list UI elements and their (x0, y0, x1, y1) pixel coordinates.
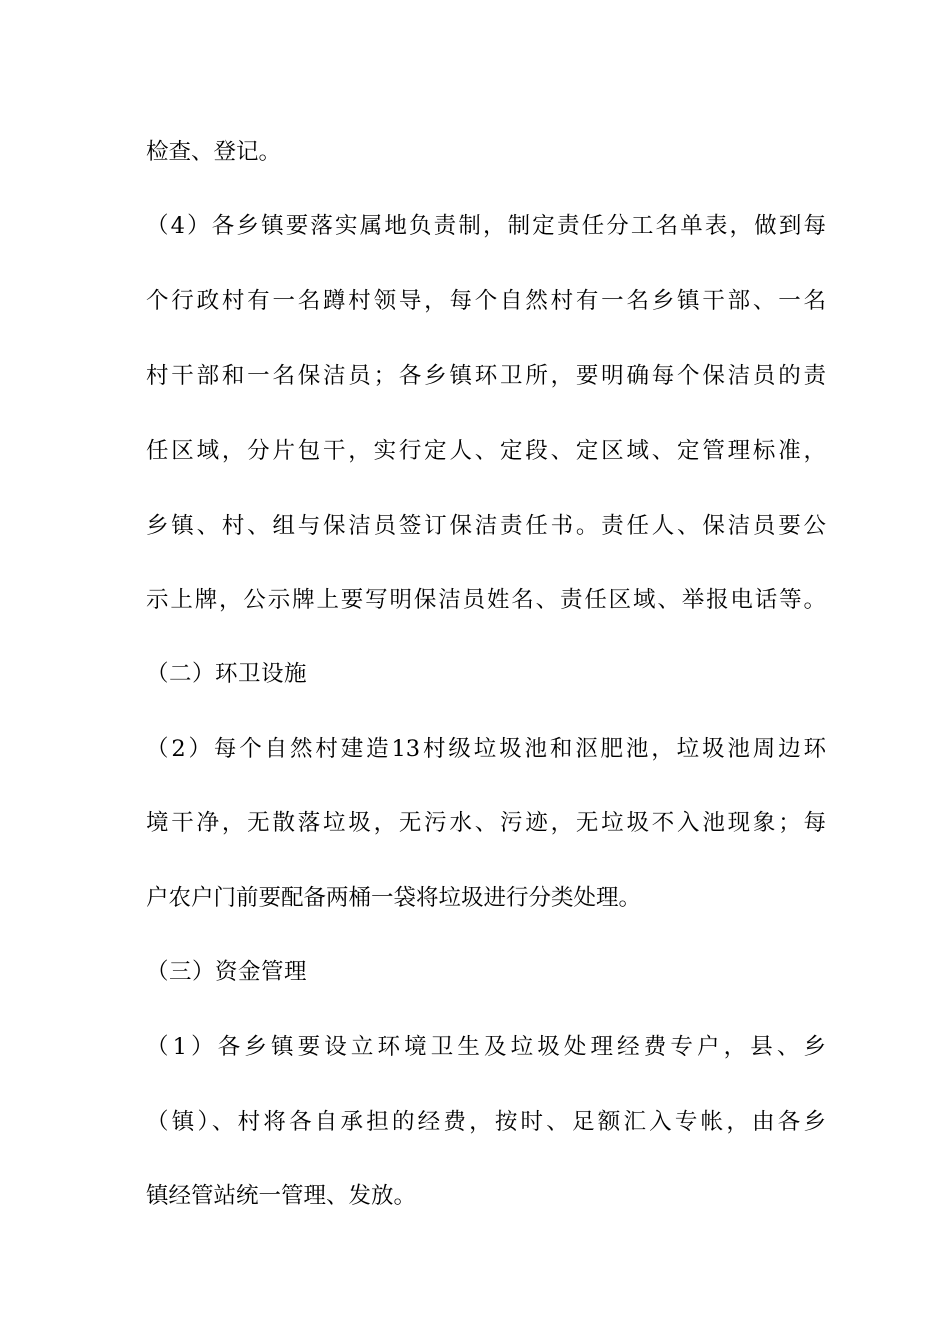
text-line: （4）各乡镇要落实属地负责制，制定责任分工名单表，做到每 (146, 213, 826, 239)
section-heading: （三）资金管理 (146, 959, 308, 985)
text-line: 村干部和一名保洁员；各乡镇环卫所，要明确每个保洁员的责 (146, 363, 826, 389)
text-line: 检查、登记。 (146, 139, 282, 165)
text-line: 乡镇、村、组与保洁员签订保洁责任书。责任人、保洁员要公 (146, 513, 826, 539)
text-line: 示上牌，公示牌上要写明保洁员姓名、责任区域、举报电话等。 (146, 587, 826, 613)
text-line: 镇经管站统一管理、发放。 (146, 1183, 417, 1209)
section-heading: （二）环卫设施 (146, 661, 308, 687)
text-line: 个行政村有一名蹲村领导，每个自然村有一名乡镇干部、一名 (146, 288, 826, 314)
text-line: （1）各乡镇要设立环境卫生及垃圾处理经费专户，县、乡 (146, 1034, 826, 1060)
text-line: 任区域，分片包干，实行定人、定段、定区域、定管理标准， (146, 438, 826, 464)
text-line: （2）每个自然村建造13村级垃圾池和沤肥池，垃圾池周边环 (146, 736, 826, 762)
text-line: 户农户门前要配备两桶一袋将垃圾进行分类处理。 (146, 885, 642, 911)
text-line: 境干净，无散落垃圾，无污水、污迹，无垃圾不入池现象；每 (146, 810, 826, 836)
text-line: （镇）、村将各自承担的经费，按时、足额汇入专帐，由各乡 (146, 1109, 826, 1135)
